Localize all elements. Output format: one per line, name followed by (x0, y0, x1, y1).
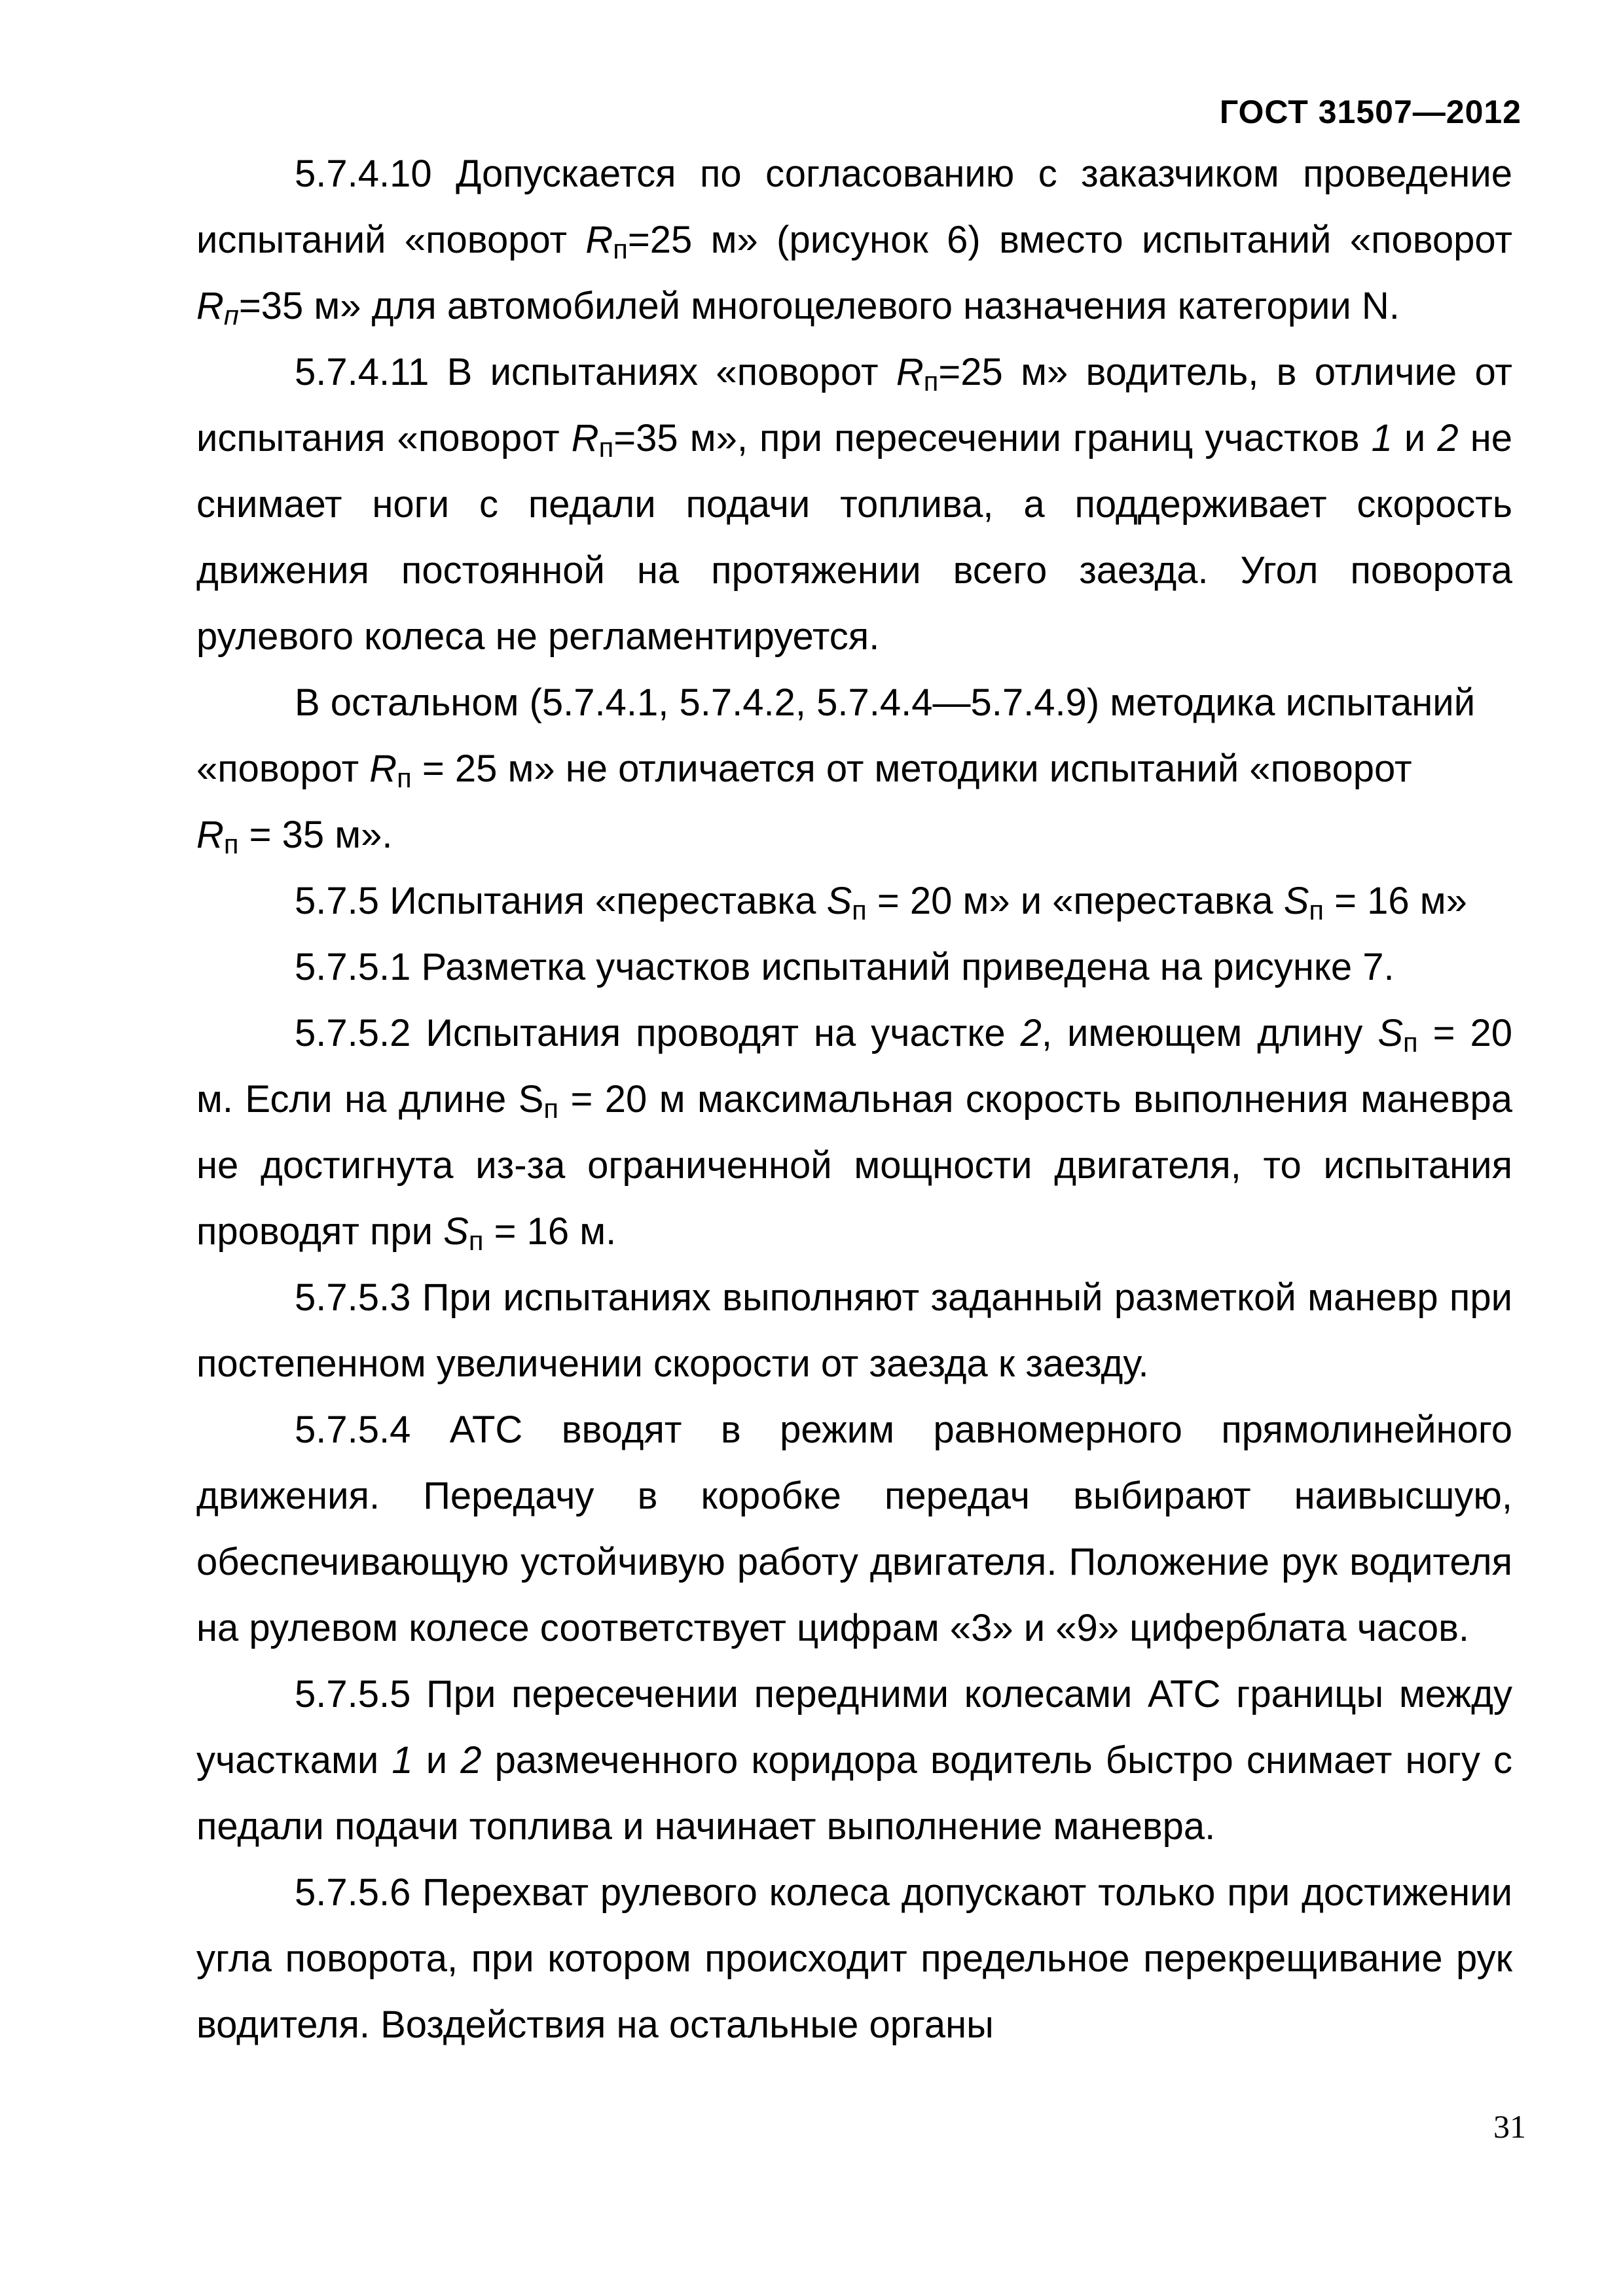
text-run: 5.7.5 Испытания «переставка (295, 880, 827, 922)
text-run: = 25 м» не отличается от методики испытаний «поворот (411, 747, 1412, 790)
text-run: 1 (392, 1739, 413, 1782)
paragraph (196, 1397, 1512, 1661)
paragraph (196, 1265, 1512, 1397)
document-body (196, 141, 1512, 2058)
text-run: 5.7.5.3 При испытаниях выполняют заданный разметкой маневр при постепенном увеличении скорости от заезда к заезду. (196, 1276, 1512, 1385)
text-run: размеченного коридора водитель быстро снимает ногу с педали подачи топлива и начинает выполнение маневра. (196, 1739, 1512, 1848)
text-run: S (1283, 880, 1309, 922)
text-run: =35 м» для автомобилей многоцелевого назначения категории N. (238, 285, 1400, 327)
subscript-text: п (598, 432, 614, 463)
text-run: В остальном (5.7.4.1, 5.7.4.2, 5.7.4.4—5.7.4.9) методика испытаний «поворот (196, 681, 1476, 790)
text-run: S (826, 880, 852, 922)
text-run: = 20 м. Если на длине S (196, 1012, 1512, 1121)
subscript-text: п (397, 762, 412, 794)
text-run: S (1377, 1012, 1403, 1054)
text-run: R (571, 417, 599, 459)
subscript-text: п (223, 300, 239, 331)
paragraph (196, 868, 1512, 934)
text-run: 5.7.5.4 АТС вводят в режим равномерного прямолинейного движения. Передачу в коробке передач выбирают наивысшую, обеспечивающую устойчивую работу двигателя. Положение рук водителя на рулевом колесе соответствует цифрам «3» и «9» циферблата часов. (196, 1408, 1512, 1649)
paragraph (196, 934, 1512, 1000)
subscript-text: п (613, 234, 628, 265)
text-run: = 35 м». (238, 814, 393, 856)
text-run: =25 м» (рисунок 6) вместо испытаний «поворот (627, 219, 1512, 261)
text-run: 1 (1371, 417, 1393, 459)
text-run: 2 (460, 1739, 482, 1782)
page-header-standard: ГОСТ 31507—2012 (1219, 94, 1522, 130)
text-run: = 20 м максимальная скорость выполнения маневра не достигнута из-за ограниченной мощности двигателя, то испытания проводят при (196, 1078, 1512, 1253)
text-run: = 16 м. (483, 1210, 617, 1253)
text-run: не снимает ноги с педали подачи топлива, а поддерживает скорость движения постоянной на протяжении всего заезда. Угол поворота рулевого колеса не регламентируется. (196, 417, 1512, 658)
text-run: = 20 м» и «переставка (866, 880, 1284, 922)
text-run: и (1392, 417, 1438, 459)
text-run: , имеющем длину (1041, 1012, 1378, 1054)
paragraph (196, 1859, 1512, 2058)
text-run: 2 (1437, 417, 1459, 459)
text-run: R (896, 351, 924, 393)
text-run: =25 м» водитель, в отличие от испытания «поворот (196, 351, 1513, 459)
subscript-text: п (1309, 895, 1324, 926)
subscript-text: п (923, 366, 939, 397)
text-run: R (196, 814, 224, 856)
paragraph (196, 339, 1512, 670)
text-run: 5.7.5.6 Перехват рулевого колеса допускают только при достижении угла поворота, при котором происходит предельное перекрещивание рук водителя. Воздействия на остальные органы (196, 1871, 1512, 2046)
text-run: 5.7.4.11 В испытаниях «поворот (295, 351, 896, 393)
text-run: 5.7.5.2 Испытания проводят на участке (295, 1012, 1021, 1054)
paragraph (196, 141, 1512, 339)
text-run: 5.7.5.5 При пересечении передними колесами АТС границы между участками (196, 1673, 1512, 1782)
text-run: R (369, 747, 397, 790)
text-run: и (412, 1739, 461, 1782)
text-run: S (443, 1210, 469, 1253)
subscript-text: п (852, 895, 867, 926)
subscript-text: п (223, 829, 239, 860)
paragraph (196, 1661, 1512, 1859)
subscript-text: п (1403, 1027, 1418, 1058)
page-number: 31 (1493, 2108, 1526, 2145)
text-run: 2 (1020, 1012, 1042, 1054)
text-run: 5.7.5.1 Разметка участков испытаний приведена на рисунке 7. (295, 946, 1395, 988)
text-run: R (196, 285, 224, 327)
text-run: = 16 м» (1323, 880, 1467, 922)
paragraph (196, 670, 1512, 868)
text-run: 5.7.4.10 Допускается по согласованию с заказчиком проведение испытаний «поворот (196, 152, 1512, 261)
subscript-text: п (543, 1093, 558, 1124)
text-run: R (585, 219, 613, 261)
paragraph (196, 1000, 1512, 1265)
text-run: =35 м», при пересечении границ участков (613, 417, 1372, 459)
subscript-text: п (468, 1225, 484, 1257)
